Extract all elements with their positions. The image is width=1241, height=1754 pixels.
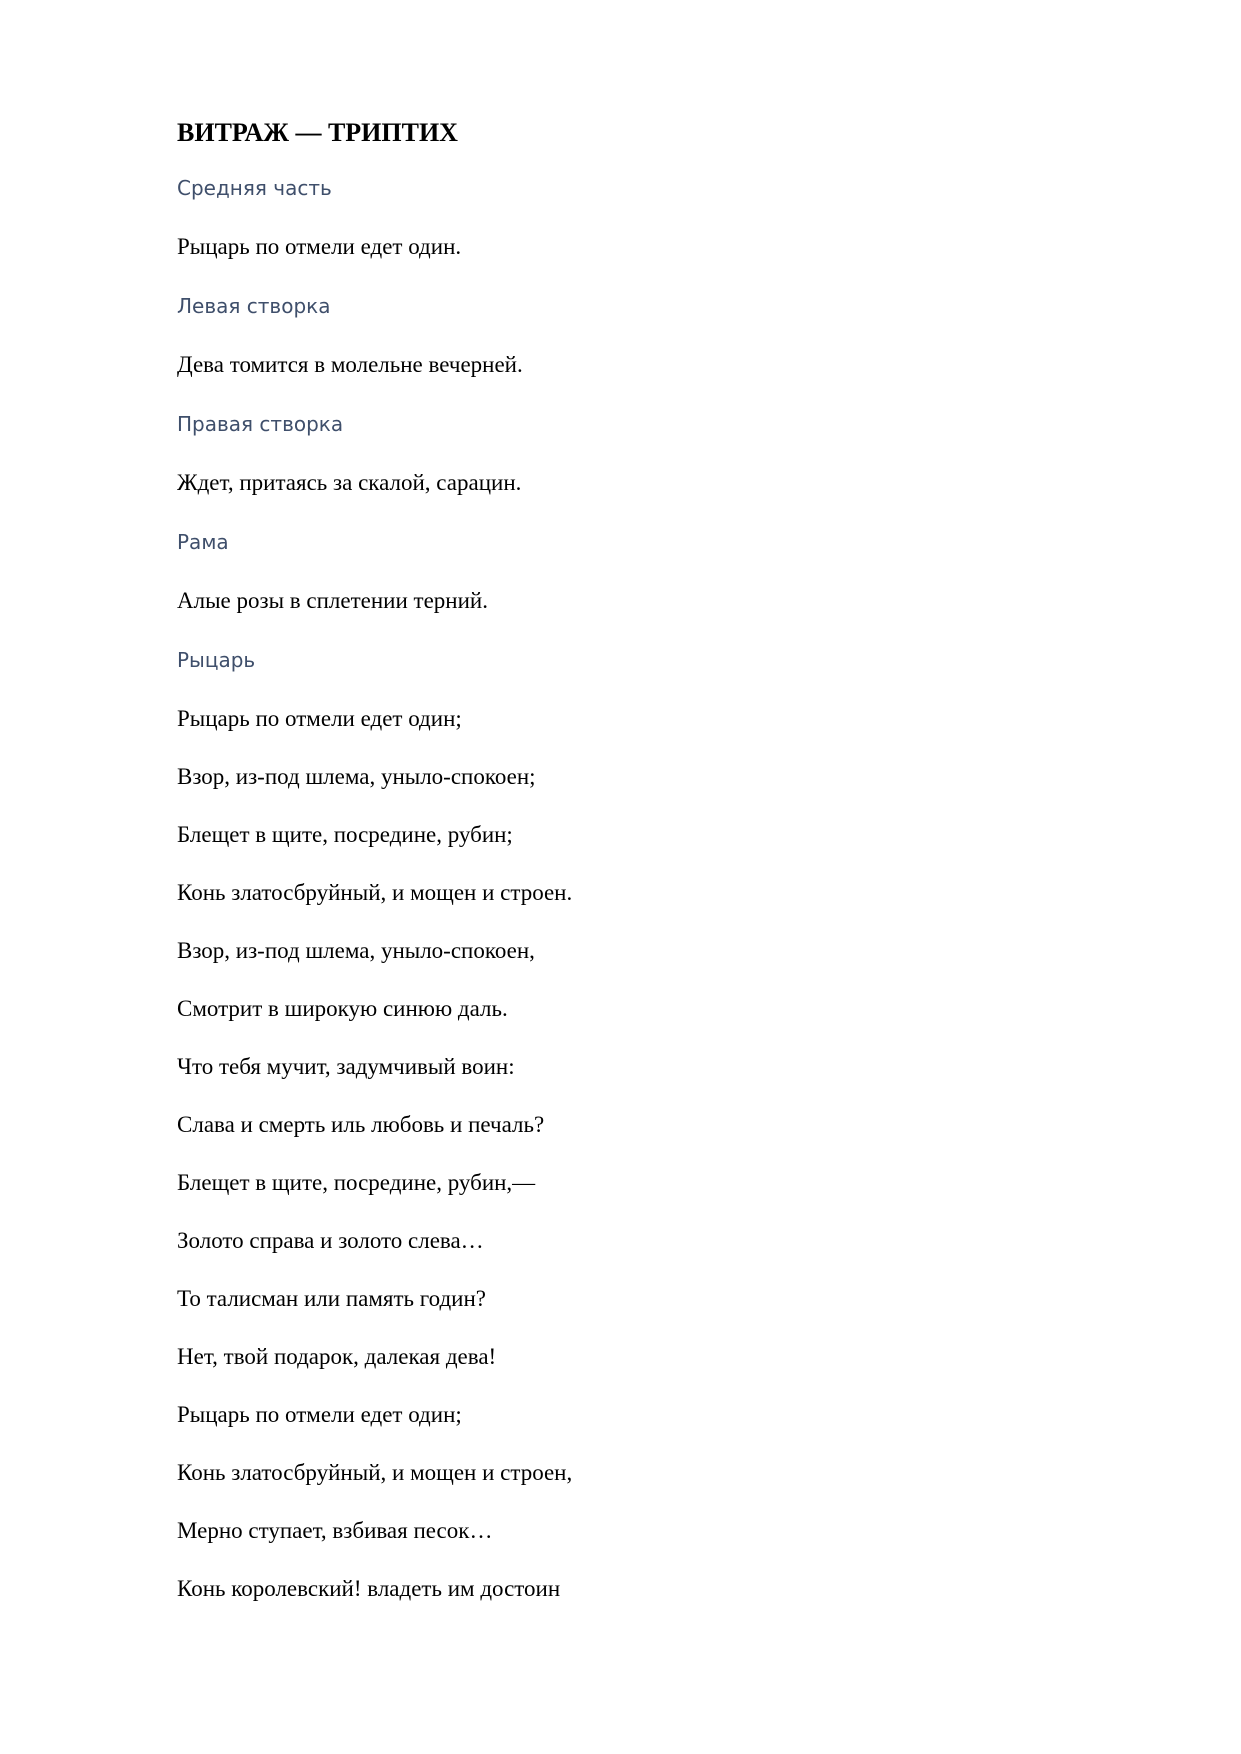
document-content	[177, 116, 1077, 1604]
section-heading: Рыцарь	[177, 648, 256, 672]
section-knight	[177, 645, 1077, 1604]
verse-block	[177, 704, 1077, 1604]
section-middle-part	[177, 173, 1077, 262]
verse-line: Мерно ступает, взбивая песок…	[177, 1518, 493, 1543]
verse-line: Алые розы в сплетении терний.	[177, 588, 488, 613]
verse-line: Конь златосбруйный, и мощен и строен,	[177, 1460, 573, 1485]
verse-line: Золото справа и золото слева…	[177, 1228, 484, 1253]
verse-line: Рыцарь по отмели едет один;	[177, 706, 462, 731]
section-left-panel	[177, 291, 1077, 380]
verse-line: Что тебя мучит, задумчивый воин:	[177, 1054, 515, 1079]
document-title: ВИТРАЖ — ТРИПТИХ	[177, 118, 458, 147]
verse-line: Нет, твой подарок, далекая дева!	[177, 1344, 497, 1369]
verse-line: Дева томится в молельне вечерней.	[177, 352, 523, 377]
verse-line: Конь королевский! владеть им достоин	[177, 1576, 561, 1601]
verse-line: Смотрит в широкую синюю даль.	[177, 996, 508, 1021]
section-heading: Правая створка	[177, 412, 344, 436]
verse-line: Взор, из-под шлема, уныло-спокоен,	[177, 938, 535, 963]
verse-line: Конь златосбруйный, и мощен и строен.	[177, 880, 573, 905]
section-right-panel	[177, 409, 1077, 498]
verse-line: То талисман или память годин?	[177, 1286, 486, 1311]
verse-line: Блещет в щите, посредине, рубин;	[177, 822, 513, 847]
section-heading: Рама	[177, 530, 229, 554]
verse-line: Взор, из-под шлема, уныло-спокоен;	[177, 764, 536, 789]
section-heading: Левая створка	[177, 294, 331, 318]
verse-line: Рыцарь по отмели едет один.	[177, 234, 462, 259]
verse-line: Ждет, притаясь за скалой, сарацин.	[177, 470, 522, 495]
verse-line: Блещет в щите, посредине, рубин,—	[177, 1170, 536, 1195]
verse-line: Рыцарь по отмели едет один;	[177, 1402, 462, 1427]
verse-line: Слава и смерть иль любовь и печаль?	[177, 1112, 545, 1137]
section-heading: Средняя часть	[177, 176, 332, 200]
section-frame	[177, 527, 1077, 616]
